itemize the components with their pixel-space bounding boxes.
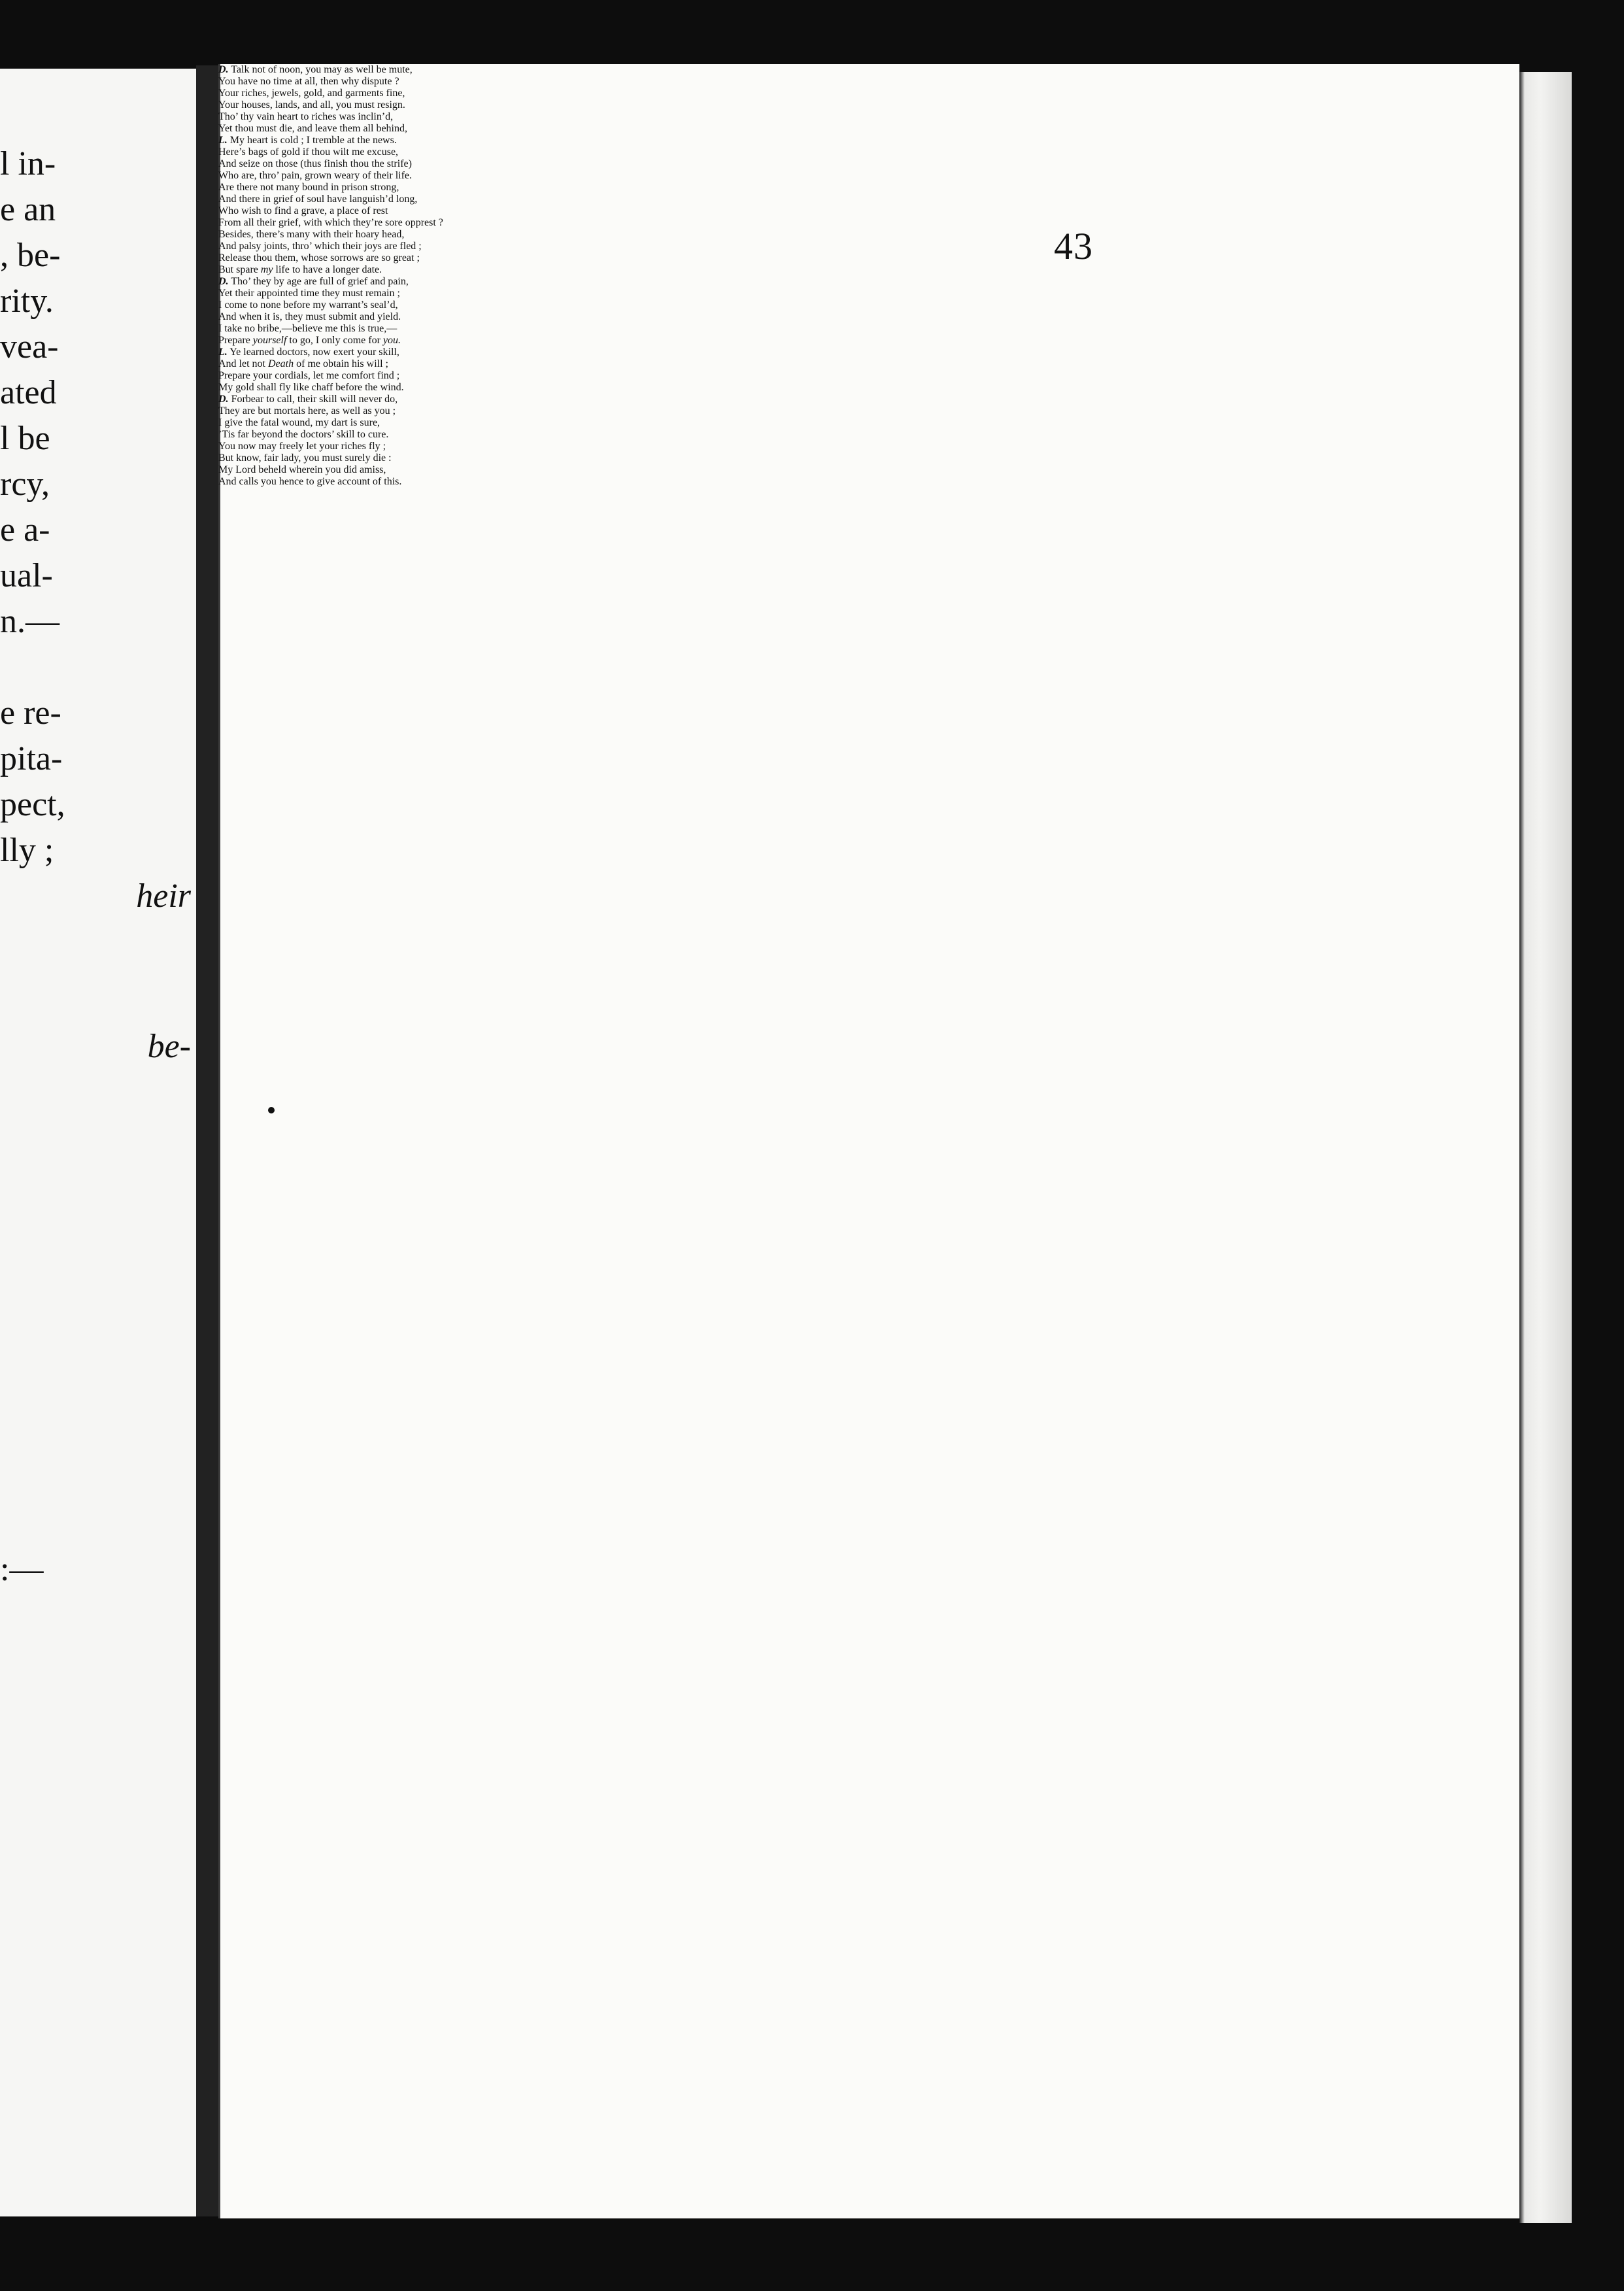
verse-text: Forbear to call, their skill will never do, — [228, 394, 398, 405]
facing-page-left — [0, 69, 196, 2216]
left-page-fragment: l be — [0, 420, 50, 457]
verse-text: yourself — [252, 335, 287, 346]
speaker-label: L. — [218, 135, 228, 146]
verse-line — [218, 417, 1519, 429]
left-page-fragment: :— — [0, 1551, 44, 1588]
book-gutter — [196, 65, 218, 2216]
verse-text: you. — [382, 335, 401, 346]
left-page-fragment: pita- — [0, 740, 63, 777]
verse-line — [218, 382, 1519, 394]
poem-body — [218, 64, 1519, 488]
verse-line — [218, 123, 1519, 135]
verse-text: My gold shall fly like chaff before the wind. — [218, 382, 404, 393]
verse-line — [218, 217, 1519, 229]
verse-text: I give the fatal wound, my dart is sure, — [218, 417, 381, 428]
verse-line — [218, 452, 1519, 464]
verse-text: of me obtain his will ; — [294, 358, 388, 369]
verse-text: Who wish to find a grave, a place of rest — [218, 205, 388, 216]
verse-line — [218, 146, 1519, 158]
verse-line — [218, 441, 1519, 452]
verse-text: Besides, there’s many with their hoary head, — [218, 229, 405, 240]
left-page-fragment: e an — [0, 191, 56, 228]
verse-text: Yet their appointed time they must remain ; — [218, 288, 400, 299]
margin-dot-mark — [268, 1107, 275, 1113]
verse-text: And there in grief of soul have languish’d long, — [218, 194, 418, 205]
left-page-fragment: heir — [136, 877, 191, 915]
verse-text: And palsy joints, thro’ which their joys are fled ; — [218, 241, 422, 252]
verse-text: Talk not of noon, you may as well be mute, — [228, 64, 413, 75]
verse-line — [218, 394, 1519, 405]
left-page-fragment: ated — [0, 374, 57, 411]
verse-line — [218, 88, 1519, 99]
verse-line — [218, 182, 1519, 194]
verse-text: And let not — [218, 358, 268, 369]
left-page-fragment: vea- — [0, 328, 59, 365]
speaker-label: L. — [218, 347, 228, 358]
verse-line — [218, 288, 1519, 299]
verse-line — [218, 170, 1519, 182]
left-page-fragment: e re- — [0, 694, 61, 732]
verse-line — [218, 76, 1519, 88]
verse-text: to go, I only come for — [286, 335, 383, 346]
verse-line — [218, 205, 1519, 217]
verse-text: life to have a longer date. — [273, 264, 382, 275]
verse-text: But spare — [218, 264, 261, 275]
verse-line — [218, 158, 1519, 170]
verse-text: Release thou them, whose sorrows are so great ; — [218, 252, 420, 263]
left-page-fragment: be- — [147, 1028, 191, 1065]
verse-text: Ye learned doctors, now exert your skill, — [227, 347, 399, 358]
verse-text: Are there not many bound in prison strong, — [218, 182, 399, 193]
verse-line — [218, 276, 1519, 288]
verse-text: From all their grief, with which they’re sore opprest ? — [218, 217, 443, 228]
left-page-fragment: , be- — [0, 237, 61, 274]
verse-text: Your houses, lands, and all, you must resign. — [218, 99, 405, 110]
verse-line — [218, 241, 1519, 252]
verse-text: I take no bribe,—believe me this is true,— — [218, 323, 398, 334]
verse-line — [218, 370, 1519, 382]
verse-line — [218, 64, 1519, 76]
verse-text: Your riches, jewels, gold, and garments fine, — [218, 88, 405, 99]
speaker-label: D. — [218, 64, 229, 75]
verse-text: And seize on those (thus finish thou the strife) — [218, 158, 412, 169]
left-page-fragment: e a- — [0, 511, 50, 549]
verse-line — [218, 323, 1519, 335]
speaker-label: D. — [218, 394, 229, 405]
verse-line — [218, 264, 1519, 276]
verse-text: Here’s bags of gold if thou wilt me excuse, — [218, 146, 399, 158]
verse-line — [218, 299, 1519, 311]
verse-line — [218, 252, 1519, 264]
verse-line — [218, 335, 1519, 347]
page-number: 43 — [1054, 225, 1093, 267]
verse-text: I come to none before my warrant’s seal’d, — [218, 299, 398, 311]
left-page-fragment: l in- — [0, 145, 56, 182]
verse-line — [218, 358, 1519, 370]
verse-line — [218, 99, 1519, 111]
verse-text: My Lord beheld wherein you did amiss, — [218, 464, 386, 475]
speaker-label: D. — [218, 276, 229, 287]
verse-line — [218, 194, 1519, 205]
verse-text: my — [260, 264, 273, 275]
verse-line — [218, 429, 1519, 441]
verse-text: And when it is, they must submit and yield. — [218, 311, 401, 322]
verse-text: They are but mortals here, as well as you ; — [218, 405, 396, 416]
verse-text: Tho’ they by age are full of grief and pain, — [228, 276, 409, 287]
verse-line — [218, 347, 1519, 358]
verse-text: And calls you hence to give account of this. — [218, 476, 402, 487]
page-edge-stack — [1519, 72, 1572, 2223]
verse-line — [218, 476, 1519, 488]
verse-line — [218, 405, 1519, 417]
verse-text: ’Tis far beyond the doctors’ skill to cure. — [218, 429, 389, 440]
verse-line — [218, 229, 1519, 241]
verse-line — [218, 464, 1519, 476]
verse-text: My heart is cold ; I tremble at the news. — [227, 135, 397, 146]
left-page-fragment: ual- — [0, 557, 53, 594]
verse-text: Tho’ thy vain heart to riches was inclin’d, — [218, 111, 394, 122]
left-page-fragment: lly ; — [0, 832, 54, 869]
verse-line — [218, 111, 1519, 123]
verse-text: Death — [268, 358, 294, 369]
verse-text: You have no time at all, then why dispute ? — [218, 76, 399, 87]
verse-text: Prepare — [218, 335, 253, 346]
left-page-fragment: rcy, — [0, 466, 50, 503]
left-page-fragment: pect, — [0, 786, 65, 823]
verse-text: Who are, thro’ pain, grown weary of their life. — [218, 170, 413, 181]
book-page — [218, 64, 1519, 2218]
verse-line — [218, 135, 1519, 146]
verse-line — [218, 311, 1519, 323]
left-page-fragment: rity. — [0, 282, 54, 320]
verse-text: Prepare your cordials, let me comfort find ; — [218, 370, 400, 381]
verse-text: You now may freely let your riches fly ; — [218, 441, 386, 452]
verse-text: But know, fair lady, you must surely die : — [218, 452, 392, 464]
verse-text: Yet thou must die, and leave them all behind, — [218, 123, 407, 134]
left-page-fragment: n.— — [0, 603, 59, 640]
